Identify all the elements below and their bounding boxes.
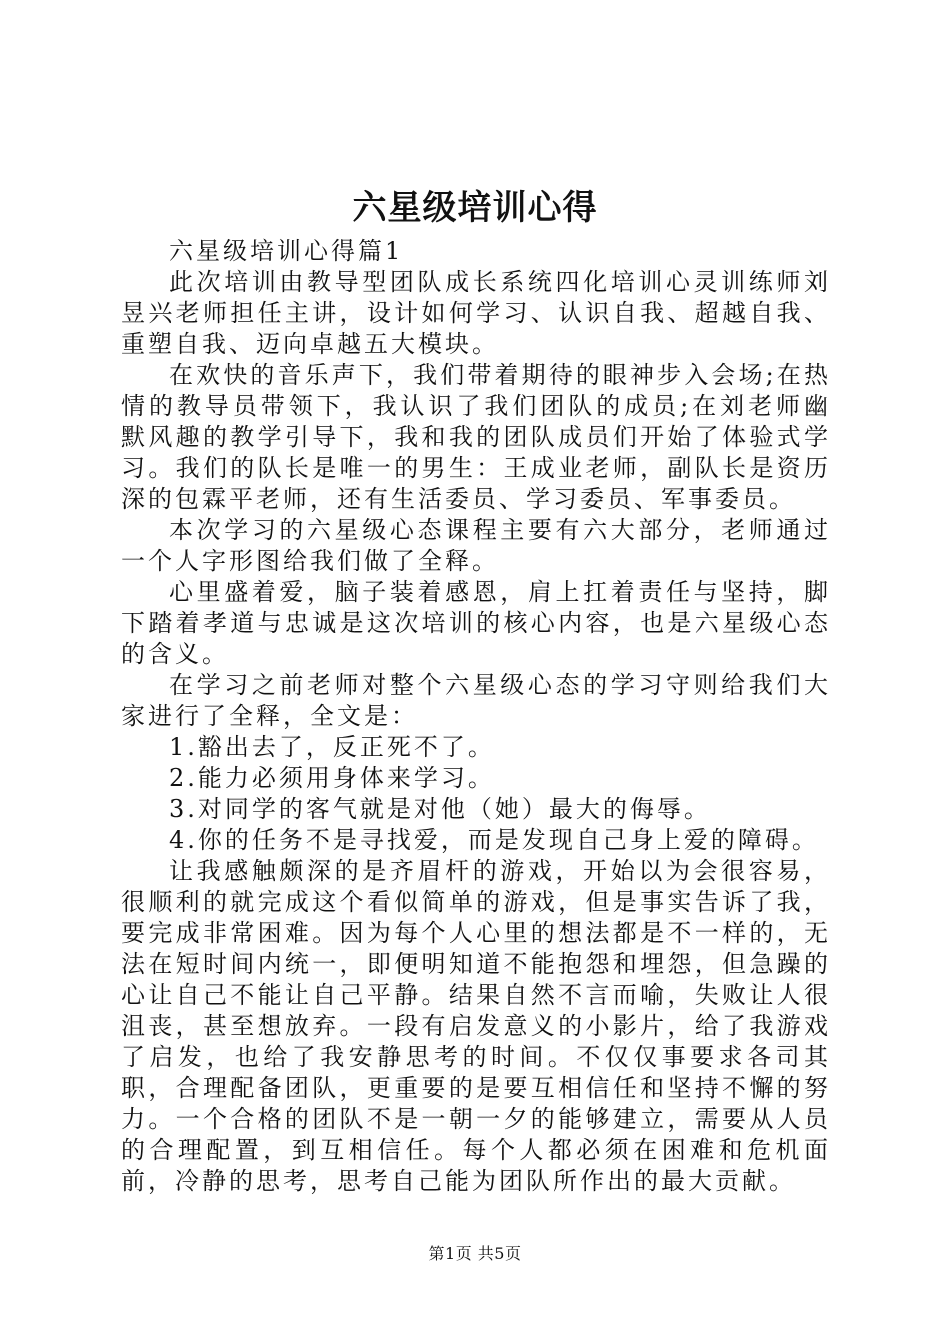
paragraph: 此次培训由教导型团队成长系统四化培训心灵训练师刘昱兴老师担任主讲，设计如何学习、认识自我、超越自我、重塑自我、迈向卓越五大模块。	[121, 268, 831, 358]
list-item: 1.豁出去了，反正死不了。	[169, 733, 495, 761]
paragraph: 在学习之前老师对整个六星级心态的学习守则给我们大家进行了全释，全文是：	[121, 671, 831, 730]
paragraph: 本次学习的六星级心态课程主要有六大部分，老师通过一个人字形图给我们做了全释。	[121, 516, 831, 575]
paragraph: 在欢快的音乐声下，我们带着期待的眼神步入会场;在热情的教导员带领下，我认识了我们团队的成员;在刘老师幽默风趣的教学引导下，我和我的团队成员们开始了体验式学习。我们的队长是唯一的男生：王成业老师，副队长是资历深的包霖平老师，还有生活委员、学习委员、军事委员。	[121, 361, 831, 513]
section-heading: 六星级培训心得篇1	[169, 237, 404, 265]
list-item: 3.对同学的客气就是对他（她）最大的侮辱。	[169, 795, 711, 823]
document-body	[121, 236, 831, 1197]
list-item: 4.你的任务不是寻找爱，而是发现自己身上爱的障碍。	[169, 826, 819, 854]
paragraph: 心里盛着爱，脑子装着感恩，肩上扛着责任与坚持，脚下踏着孝道与忠诚是这次培训的核心内容，也是六星级心态的含义。	[121, 578, 831, 668]
list-item: 2.能力必须用身体来学习。	[169, 764, 495, 792]
document-title: 六星级培训心得	[352, 188, 598, 228]
paragraph: 让我感触颇深的是齐眉杆的游戏，开始以为会很容易，很顺利的就完成这个看似简单的游戏，但是事实告诉了我，要完成非常困难。因为每个人心里的想法都是不一样的，无法在短时间内统一，即便明知道不能抱怨和埋怨，但急躁的心让自己不能让自己平静。结果自然不言而喻，失败让人很沮丧，甚至想放弃。一段有启发意义的小影片，给了我游戏了启发，也给了我安静思考的时间。不仅仅事要求各司其职，合理配备团队，更重要的是要互相信任和坚持不懈的努力。一个合格的团队不是一朝一夕的能够建立，需要从人员的合理配置，到互相信任。每个人都必须在困难和危机面前，冷静的思考，思考自己能为团队所作出的最大贡献。	[121, 857, 831, 1195]
page-footer: 第1页 共5页	[428, 1244, 522, 1263]
